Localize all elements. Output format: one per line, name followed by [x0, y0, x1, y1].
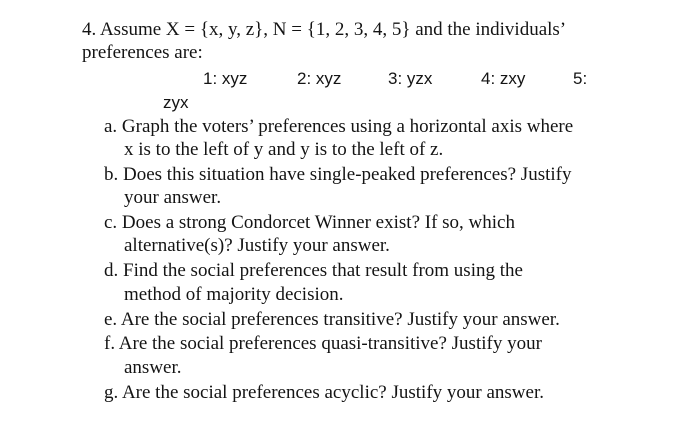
preference-voter-2: 2: xyz [297, 69, 342, 88]
part-d-line-1: d. Find the social preferences that result from using the [104, 260, 523, 281]
part-g-line-1: g. Are the social preferences acyclic? Justify your answer. [104, 382, 544, 403]
part-e-line-1: e. Are the social preferences transitive? Justify your answer. [104, 309, 560, 330]
part-c-line-2: alternative(s)? Justify your answer. [124, 235, 390, 256]
part-a-line-2: x is to the left of y and y is to the left of z. [124, 139, 444, 160]
intro-line-2: preferences are: [82, 42, 203, 63]
part-f-line-2: answer. [124, 357, 182, 378]
part-a-line-1: a. Graph the voters’ preferences using a horizontal axis where [104, 116, 574, 137]
preference-voter-4: 4: zxy [481, 69, 526, 88]
intro-line-1: 4. Assume X = {x, y, z}, N = {1, 2, 3, 4, 5} and the individuals’ [82, 19, 567, 40]
preference-voter-5-label: 5: [573, 69, 588, 88]
part-c-line-1: c. Does a strong Condorcet Winner exist? If so, which [104, 212, 515, 233]
part-b-line-1: b. Does this situation have single-peaked preferences? Justify [104, 164, 572, 185]
preference-voter-3: 3: yzx [388, 69, 433, 88]
preference-voter-5-value: zyx [163, 93, 189, 112]
preference-voter-1: 1: xyz [203, 69, 248, 88]
part-f-line-1: f. Are the social preferences quasi-transitive? Justify your [104, 333, 542, 354]
part-b-line-2: your answer. [124, 187, 222, 208]
part-d-line-2: method of majority decision. [124, 284, 344, 305]
